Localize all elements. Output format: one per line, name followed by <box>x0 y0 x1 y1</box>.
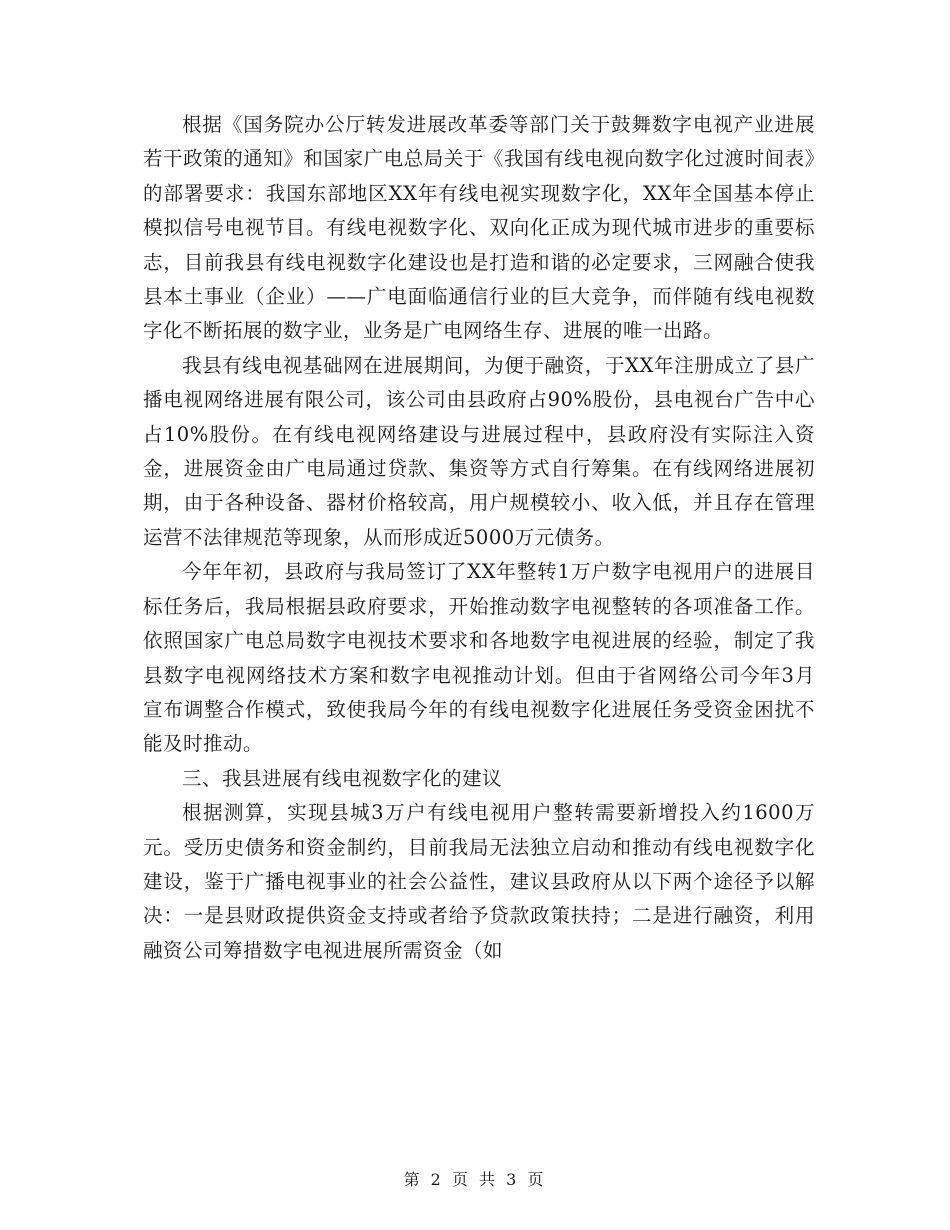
paragraph-4: 根据测算，实现县城3万户有线电视用户整转需要新增投入约1600万元。受历史债务和资金制约，目前我局无法独立启动和推动有线电视数字化建设，鉴于广播电视事业的社会公益性，建议县政府从以下两个途径予以解决：一是县财政提供资金支持或者给予贷款政策扶持；二是进行融资，利用融资公司筹措数字电视进展所需资金（如 <box>143 801 815 962</box>
page-footer: 第 2 页 共 3 页 <box>403 1170 547 1189</box>
paragraph-1: 根据《国务院办公厅转发进展改革委等部门关于鼓舞数字电视产业进展若干政策的通知》和国家广电总局关于《我国有线电视向数字化过渡时间表》的部署要求：我国东部地区XX年有线电视实现数字化，XX年全国基本停止模拟信号电视节目。有线电视数字化、双向化正成为现代城市进步的重要标志，目前我县有线电视数字化建设也是打造和谐的必定要求，三网融合使我县本土事业（企业）——广电面临通信行业的巨大竞争，而伴随有线电视数字化不断拓展的数字业，业务是广电网络生存、进展的唯一出路。 <box>143 113 815 343</box>
paragraph-3: 今年年初，县政府与我局签订了XX年整转1万户数字电视用户的进展目标任务后，我局根据县政府要求，开始推动数字电视整转的各项准备工作。依照国家广电总局数字电视技术要求和各地数字电视进展的经验，制定了我县数字电视网络技术方案和数字电视推动计划。但由于省网络公司今年3月宣布调整合作模式，致使我局今年的有线电视数字化进展任务受资金困扰不能及时推动。 <box>143 560 815 756</box>
paragraph-2: 我县有线电视基础网在进展期间，为便于融资，于XX年注册成立了县广播电视网络进展有限公司，该公司由县政府占90%股份，县电视台广告中心占10%股份。在有线电视网络建设与进展过程中，县政府没有实际注入资金，进展资金由广电局通过贷款、集资等方式自行筹集。在有线网络进展初期，由于各种设备、器材价格较高，用户规模较小、收入低，并且存在管理运营不法律规范等现象，从而形成近5000万元债务。 <box>143 353 815 549</box>
section-heading: 三、我县进展有线电视数字化的建议 <box>182 766 503 790</box>
document-body <box>143 108 815 968</box>
